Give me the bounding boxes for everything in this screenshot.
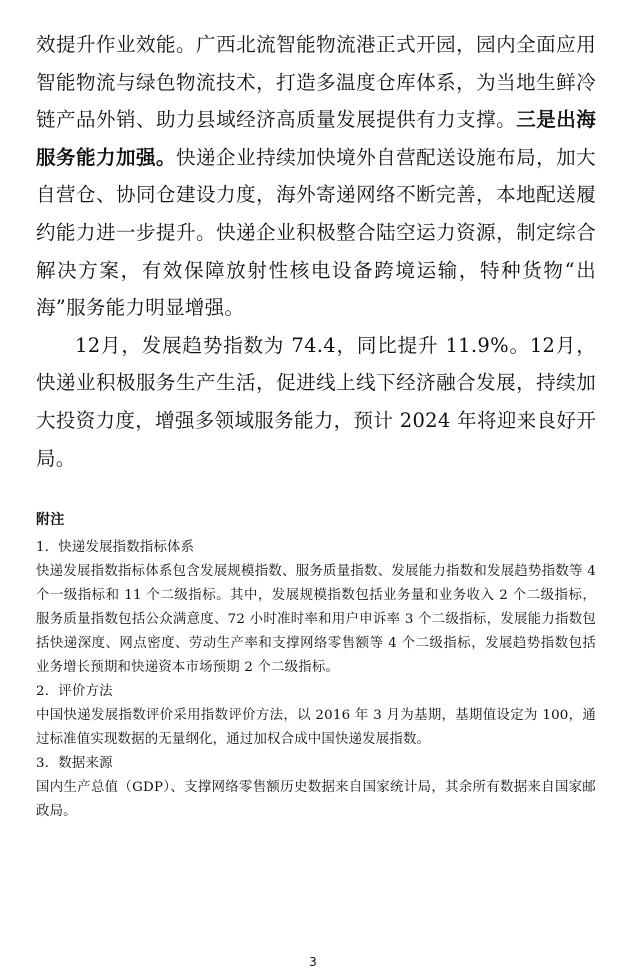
notes-title: 附注 xyxy=(36,512,65,528)
notes-section xyxy=(36,508,596,824)
paragraph-2: 12月，发展趋势指数为 74.4，同比提升 11.9%。12月，快递业积极服务生产生活，促进线上线下经济融合发展，持续加大投资力度，增强多领域服务能力，预计 2024 年将迎来良好开局。 xyxy=(36,333,596,470)
note-1-text: 快递发展指数指标体系包含发展规模指数、服务质量指数、发展能力指数和发展趋势指数等 4 个一级指标和 11 个二级指标。其中，发展规模指数包括业务量和业务收入 2 个二级指标，服务质量指数包括公众满意度、72 小时准时率和用户申诉率 3 个二级指标，发展能力指数包括快递深度、网点密度、劳动生产率和支撑网络零售额等 4 个二级指标，发展趋势指数包括业务增长预期和快递资本市场预期 2 个二级指标。 xyxy=(36,564,596,675)
main-body xyxy=(36,26,596,477)
paragraph-1-text-a: 效提升作业效能。广西北流智能物流港正式开园，园内全面应用智能物流与绿色物流技术，打造多温度仓库体系，为当地生鲜冷链产品外销、助力县域经济高质量发展提供有力支撑。 xyxy=(36,33,596,132)
note-3-heading: 3．数据来源 xyxy=(36,756,113,771)
paragraph-1-bold-heading: 三是出海服务能力加强。 xyxy=(36,108,597,169)
note-2-text: 中国快递发展指数评价采用指数评价方法，以 2016 年 3 月为基期，基期值设定为 100，通过标准值实现数据的无量纲化，通过加权合成中国快递发展指数。 xyxy=(36,708,596,747)
note-1-heading: 1．快递发展指数指标体系 xyxy=(36,540,195,555)
paragraph-1 xyxy=(36,26,596,327)
paragraph-1-text-b: 快递企业持续加快境外自营配送设施布局，加大自营仓、协同仓建设力度，海外寄递网络不断完善，本地配送履约能力进一步提升。快递企业积极整合陆空运力资源，制定综合解决方案，有效保障放射性核电设备跨境运输，特种货物“出海”服务能力明显增强。 xyxy=(36,145,596,320)
page-number: 3 xyxy=(309,955,317,969)
note-2-heading: 2．评价方法 xyxy=(36,684,113,699)
note-3-text: 国内生产总值（GDP）、支撑网络零售额历史数据来自国家统计局，其余所有数据来自国家邮政局。 xyxy=(36,780,596,819)
